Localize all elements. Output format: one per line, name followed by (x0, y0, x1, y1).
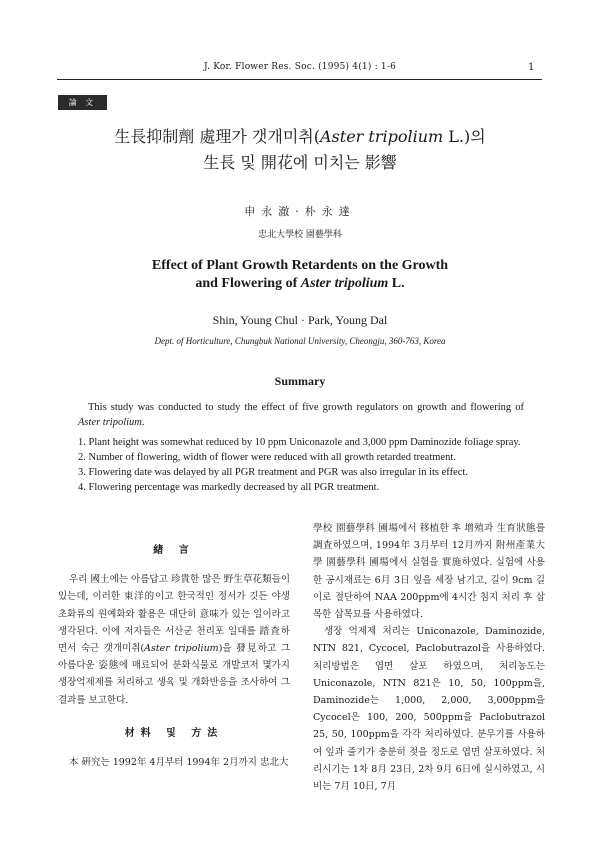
header-rule (57, 79, 542, 80)
right-paragraph-1: 學校 園藝學科 圃場에서 移植한 후 增殖과 生育狀態를 調査하였으며, 1994年 3月부터 12月까지 附州產業大學 園藝學科 圃場에서 실험을 實施하였다. 실험에 사용한 공시재료는 6月 3日 잎을 세장 남기고, 길이 9cm 길이로 절단하여 NAA 200ppm에 4시간 침지 처리 후 삽목한 삽목묘를 사용하였다. (313, 523, 545, 621)
summary-item: 3. Flowering date was delayed by all PGR treatment and PGR was also irregular in its effect. (78, 467, 468, 478)
summary-list (78, 435, 524, 495)
page-number: 1 (528, 62, 535, 73)
right-column (313, 520, 545, 795)
english-authors: Shin, Young Chul · Park, Young Dal (212, 313, 388, 327)
korean-title-line-2: 生長 및 開花에 미치는 影響 (203, 153, 397, 172)
summary-heading: Summary (274, 374, 326, 388)
introduction-heading: 緖 言 (153, 545, 195, 556)
english-title-line-2: and Flowering of Aster tripolium L. (195, 276, 405, 291)
methods-paragraph: 本 硏究는 1992年 4月부터 1994年 2月까지 忠北大 (69, 757, 289, 769)
korean-title-species: Aster tripolium (320, 127, 444, 146)
summary-intro: This study was conducted to study the effect of five growth regulators on growth and flowering of Aster tripolium. (78, 402, 524, 428)
english-title-line-1: Effect of Plant Growth Retardents on the Growth (151, 258, 449, 273)
methods-heading: 材料 및 方法 (124, 727, 224, 739)
left-column (58, 520, 290, 771)
summary-item: 1. Plant height was somewhat reduced by 10 ppm Uniconazole and 3,000 ppm Daminozide foliage spray. (78, 437, 521, 448)
article-type-badge: 論 文 (58, 95, 107, 110)
summary-body (78, 400, 524, 495)
summary-species: Aster tripolium (78, 417, 142, 428)
summary-item: 4. Flowering percentage was markedly decreased by all PGR treatment. (78, 482, 380, 493)
english-affiliation: Dept. of Horticulture, Chungbuk National University, Cheongju, 360-763, Korea (154, 336, 446, 346)
introduction-species: Aster tripolium (144, 643, 219, 655)
english-title-species: Aster tripolium (300, 276, 389, 291)
korean-title-line-1: 生長抑制劑 處理가 갯개미취(Aster tripolium L.)의 (114, 127, 486, 146)
korean-authors: 申永澈·朴永達 (244, 205, 356, 218)
korean-affiliation: 忠北大學校 園藝學科 (258, 230, 342, 240)
running-head: J. Kor. Flower Res. Soc. (1995) 4(1) : 1-6 (204, 62, 396, 72)
summary-item: 2. Number of flowering, width of flower were reduced with all growth retarded treatment. (78, 452, 456, 463)
introduction-paragraph: 우리 國土에는 아름답고 珍貴한 많은 野生草花類들이 있는데, 이러한 東洋的이고 한국적인 정서가 깃든 야생초화류의 원예화와 활용은 대단히 意味가 있는 일이라고 생각된다. 이에 저자들은 서산군 천리포 일대를 踏査하면서 숙근 갯개미취(Aster tripolium)을 發見하고 그 아름다운 姿態에 매료되어 분화식물로 개발코저 몇가지 생장억제제를 처리하고 생육 및 개화반응을 조사하여 그 결과를 보고한다. (58, 574, 290, 706)
right-paragraph-2: 생장 억제제 처리는 Uniconazole, Daminozide, NTN 821, Cycocel, Paclobutrazol을 사용하였다. 처리방법은 엽면 살포 하였으며, 처리농도는 Uniconazole, NTN 821은 10, 50, 100ppm을, Daminozide는 1,000, 2,000, 3,000ppm을 Cycocel은 100, 200, 500ppm을 Paclobutrazol 25, 50, 100ppm을 각각 처리하였다. 분무기를 사용하여 잎과 줄기가 충분히 젖을 정도로 엽면 살포하였다. 처리시기는 1차 8月 23日, 2차 9月 6日에 실시하였고, 시비는 7月 10日, 7月 (313, 626, 545, 793)
